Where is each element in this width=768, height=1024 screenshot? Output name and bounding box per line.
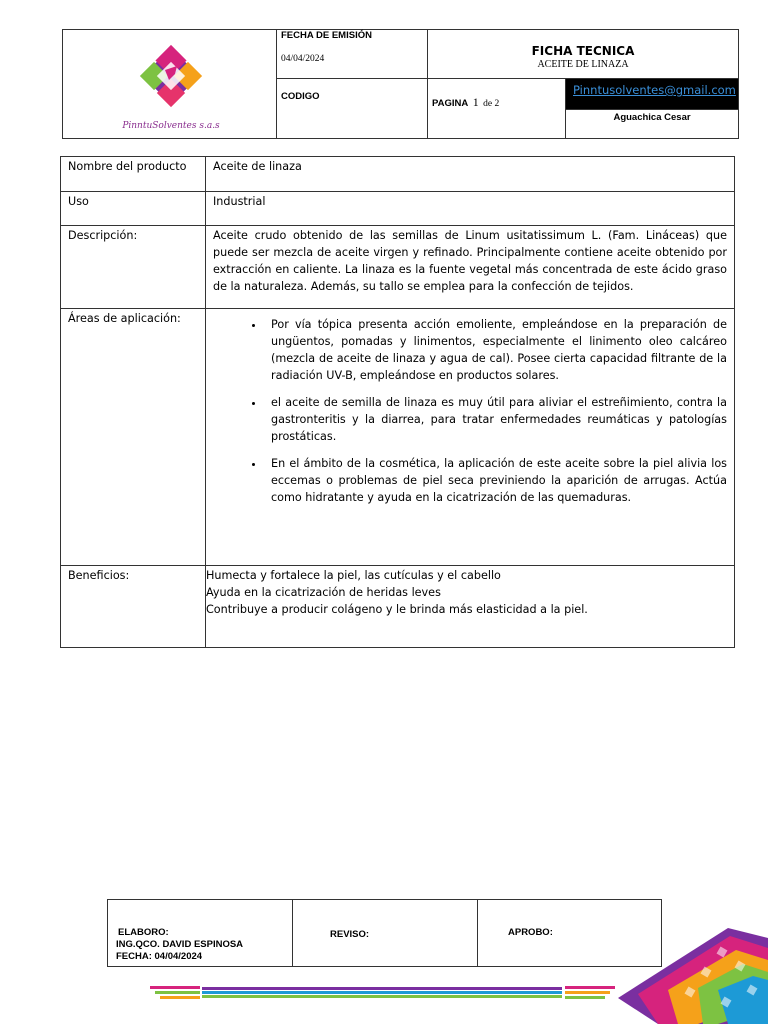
row-areas — [61, 309, 735, 566]
beneficio-item: Contribuye a producir colágeno y le brinda más elasticidad a la piel. — [206, 603, 588, 616]
city-label: Aguachica Cesar — [613, 112, 691, 123]
areas-cell — [206, 309, 735, 566]
ficha-tecnica-subtitle: ACEITE DE LINAZA — [537, 59, 629, 70]
header-table — [62, 29, 739, 139]
pagina-field — [432, 93, 499, 111]
beneficio-item: Ayuda en la cicatrización de heridas leves — [206, 586, 441, 599]
email-box — [566, 79, 738, 109]
list-item: • el aceite de semilla de linaza es muy útil para aliviar el estreñimiento, contra la gastronteritis y la diarrea, para tratar enfermedades reumáticas y patologías prostáticas. — [265, 394, 727, 445]
product-table — [60, 156, 735, 648]
codigo-label: CODIGO — [281, 91, 320, 102]
beneficios-cell — [206, 566, 735, 648]
nombre-label: Nombre del producto — [61, 157, 206, 192]
footer-stripe-decoration — [150, 982, 620, 1002]
row-nombre — [61, 157, 735, 192]
row-beneficios — [61, 566, 735, 648]
elaboro-label: ELABORO: — [118, 927, 169, 938]
areas-label: Áreas de aplicación: — [61, 309, 206, 566]
uso-value: Industrial — [206, 192, 735, 226]
list-item: • Por vía tópica presenta acción emoliente, empleándose en la preparación de ungüentos, pomadas y linimentos, especialmente el linimento oleo calcáreo (mezcla de aceite de linaza y agua de cal). Posee cierta capacidad filtrante de la radiación UV-B, empleándose en productos solares. — [265, 316, 727, 384]
footer-table — [107, 899, 662, 967]
row-descripcion — [61, 226, 735, 309]
list-item: • En el ámbito de la cosmética, la aplicación de este aceite sobre la piel alivia los eccemas o problemas de piel seca previniendo la aparición de arrugas. Actúa como hidratante y ayuda en la cicatrización de las quemaduras. — [265, 455, 727, 506]
descripcion-value: Aceite crudo obtenido de las semillas de Linum usitatissimum L. (Fam. Lináceas) que puede ser mezcla de aceite virgen y refinado. Principalmente contiene aceite obtenido por extracción en caliente. La linaza es la fuente vegetal más concentrada de este ácido graso de la naturaleza. Además, su tallo se emplea para la confección de tejidos. — [206, 226, 735, 309]
fecha-emision-value: 04/04/2024 — [281, 54, 325, 64]
row-uso — [61, 192, 735, 226]
descripcion-label: Descripción: — [61, 226, 206, 309]
company-logo — [121, 40, 221, 135]
reviso-label: REVISO: — [330, 929, 370, 940]
fecha-emision-label: FECHA DE EMISIÓN — [281, 30, 372, 41]
beneficios-label: Beneficios: — [61, 566, 206, 648]
pagina-number: 1 — [472, 95, 479, 109]
beneficio-item: Humecta y fortalece la piel, las cutículas y el cabello — [206, 569, 501, 582]
elaboro-fecha: FECHA: 04/04/2024 — [116, 951, 203, 962]
ficha-tecnica-title: FICHA TECNICA — [531, 44, 635, 58]
logo-icon — [121, 40, 221, 112]
uso-label: Uso — [61, 192, 206, 226]
areas-list — [213, 316, 727, 506]
aprobo-label: APROBO: — [508, 927, 553, 938]
corner-mosaic-decoration — [618, 928, 768, 1024]
elaboro-name: ING.QCO. DAVID ESPINOSA — [116, 939, 244, 950]
pagina-total: de 2 — [483, 99, 500, 109]
email-link[interactable]: Pinntusolventes@gmail.com — [573, 83, 736, 97]
pagina-label: PAGINA — [432, 98, 469, 109]
logo-text: PinntuSolventes s.a.s — [122, 121, 220, 131]
nombre-value: Aceite de linaza — [206, 157, 735, 192]
